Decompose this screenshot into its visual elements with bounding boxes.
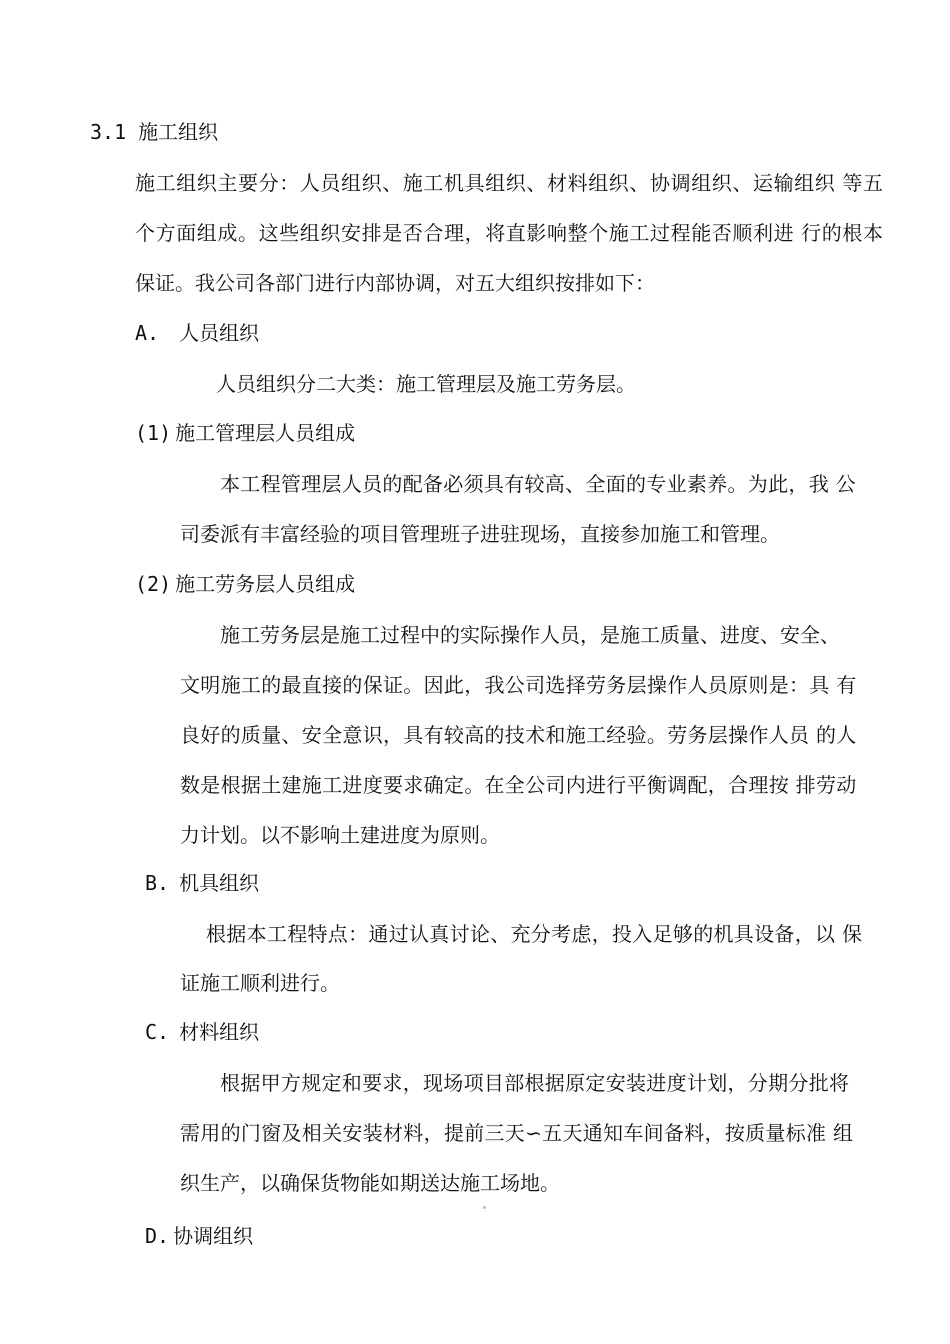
heading-c <box>145 1017 259 1047</box>
heading-b-title: 机具组织 <box>179 871 260 895</box>
section-number: 3.1 <box>90 120 139 144</box>
b-line-1: 根据本工程特点：通过认真讨论、充分考虑，投入足够的机具设备，以 保 <box>206 922 863 946</box>
heading-a-sub1-title: 施工管理层人员组成 <box>175 421 356 445</box>
heading-a-title: 人员组织 <box>179 321 260 345</box>
heading-a-sub1 <box>135 418 355 448</box>
a-sub2-line-3: 良好的质量、安全意识，具有较高的技术和施工经验。劳务层操作人员 的人 <box>180 723 857 747</box>
heading-a-sub2-label: (2) <box>135 572 172 596</box>
heading-d-title: 协调组织 <box>173 1224 254 1248</box>
a-sub1-line-1: 本工程管理层人员的配备必须具有较高、全面的专业素养。为此，我 公 <box>220 472 856 496</box>
intro-line-3: 保证。我公司各部门进行内部协调，对五大组织按排如下： <box>135 271 655 295</box>
c-line-3: 织生产，以确保货物能如期送达施工场地。 <box>180 1171 560 1195</box>
section-title <box>90 117 218 147</box>
heading-c-title: 材料组织 <box>179 1020 260 1044</box>
c-line-2: 需用的门窗及相关安装材料，提前三天∽五天通知车间备料，按质量标准 组 <box>180 1121 854 1145</box>
heading-a-sub1-label: (1) <box>135 421 172 445</box>
b-line-2: 证施工顺利进行。 <box>180 971 340 995</box>
heading-a-sub2-title: 施工劳务层人员组成 <box>175 572 356 596</box>
a-sub2-line-2: 文明施工的最直接的保证。因此，我公司选择劳务层操作人员原则是：具 有 <box>180 673 857 697</box>
a-sub2-line-1: 施工劳务层是施工过程中的实际操作人员，是施工质量、进度、安全、 <box>220 623 840 647</box>
heading-d-label: D. <box>145 1224 170 1248</box>
heading-b-label: B. <box>145 871 170 895</box>
intro-line-2: 个方面组成。这些组织安排是否合理，将直影响整个施工过程能否顺利进 行的根本 <box>135 221 884 245</box>
a-sub2-line-5: 力计划。以不影响土建进度为原则。 <box>180 823 500 847</box>
heading-d <box>145 1221 253 1251</box>
section-title-text: 施工组织 <box>138 120 219 144</box>
heading-a-label: A. <box>135 321 160 345</box>
a-sub1-line-2: 司委派有丰富经验的项目管理班子进驻现场，直接参加施工和管理。 <box>180 522 780 546</box>
c-line-1: 根据甲方规定和要求，现场项目部根据原定安装进度计划，分期分批将 <box>220 1071 850 1095</box>
heading-b <box>145 868 259 898</box>
heading-a <box>135 318 259 348</box>
page-dot <box>483 1206 486 1209</box>
a-sub2-line-4: 数是根据土建施工进度要求确定。在全公司内进行平衡调配，合理按 排劳动 <box>180 773 857 797</box>
heading-a-sub2 <box>135 569 355 599</box>
heading-c-label: C. <box>145 1020 170 1044</box>
intro-line-1: 施工组织主要分：人员组织、施工机具组织、材料组织、协调组织、运输组织 等五 <box>135 171 884 195</box>
a-summary: 人员组织分二大类：施工管理层及施工劳务层。 <box>216 372 636 396</box>
